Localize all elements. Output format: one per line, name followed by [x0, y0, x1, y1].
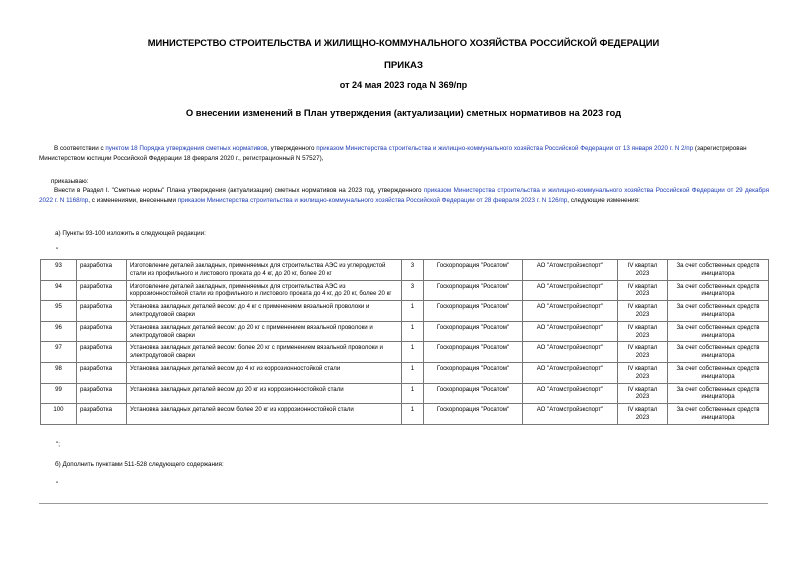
row-funding: За счет собственных средств инициатора [668, 383, 769, 404]
item1-text-3: , следующие изменения: [567, 197, 640, 204]
row-term: IV квартал 2023 [618, 321, 668, 342]
row-name: Установка закладных деталей весом: до 20 кг с применением вязальной проволоки и электродуговой сварки [127, 321, 402, 342]
table-row [41, 383, 769, 404]
row-type: разработка [77, 362, 127, 383]
document-title: О внесении изменений в План утверждения (актуализации) сметных нормативов на 2023 год [185, 107, 622, 118]
row-developer: АО "Атомстройэкспорт" [523, 362, 618, 383]
row-developer: АО "Атомстройэкспорт" [523, 404, 618, 425]
table-row [41, 280, 769, 301]
row-funding: За счет собственных средств инициатора [668, 301, 769, 322]
row-quantity: 1 [402, 362, 424, 383]
row-developer: АО "Атомстройэкспорт" [523, 321, 618, 342]
row-developer: АО "Атомстройэкспорт" [523, 383, 618, 404]
intro-text-3: , утвержденного [267, 145, 317, 152]
item-b: б) Дополнить пунктами 511-528 следующего содержания: [55, 461, 224, 468]
row-customer: Госкорпорация "Росатом" [424, 280, 523, 301]
intro-paragraph [39, 144, 769, 164]
row-quantity: 1 [402, 301, 424, 322]
row-name: Установка закладных деталей весом: до 4 кг с применением вязальной проволоки и электродуговой сварки [127, 301, 402, 322]
row-type: разработка [77, 260, 127, 281]
document-date-number: от 24 мая 2023 года N 369/пр [339, 80, 468, 90]
row-number: 97 [41, 342, 77, 363]
row-funding: За счет собственных средств инициатора [668, 342, 769, 363]
row-term: IV квартал 2023 [618, 362, 668, 383]
plan-table [40, 259, 769, 425]
item-a: а) Пункты 93-100 изложить в следующей редакции: [55, 230, 206, 237]
row-customer: Госкорпорация "Росатом" [424, 301, 523, 322]
row-number: 95 [41, 301, 77, 322]
row-customer: Госкорпорация "Росатом" [424, 362, 523, 383]
intro-text-1: В соответствии с [54, 145, 106, 152]
row-quantity: 3 [402, 260, 424, 281]
order-word: приказываю: [51, 178, 89, 185]
table-row [41, 260, 769, 281]
row-funding: За счет собственных средств инициатора [668, 404, 769, 425]
row-type: разработка [77, 321, 127, 342]
table-row [41, 404, 769, 425]
row-number: 100 [41, 404, 77, 425]
table-row [41, 321, 769, 342]
quote-close: "; [56, 441, 60, 448]
row-term: IV квартал 2023 [618, 383, 668, 404]
link-order-2022[interactable]: приказом Министерства строительства и жилищно-коммунального хозяйства Российской Федерации от 29 декабря 2022 г. N 1168/пр [39, 187, 770, 204]
link-paragraph-18[interactable]: пунктом 18 [105, 145, 138, 152]
row-number: 94 [41, 280, 77, 301]
row-quantity: 1 [402, 383, 424, 404]
row-funding: За счет собственных средств инициатора [668, 362, 769, 383]
row-name: Установка закладных деталей весом до 4 кг из коррозионностойкой стали [127, 362, 402, 383]
row-name: Установка закладных деталей весом до 20 кг из коррозионностойкой стали [127, 383, 402, 404]
row-type: разработка [77, 342, 127, 363]
row-term: IV квартал 2023 [618, 342, 668, 363]
row-term: IV квартал 2023 [618, 404, 668, 425]
row-developer: АО "Атомстройэкспорт" [523, 280, 618, 301]
ministry-heading: МИНИСТЕРСТВО СТРОИТЕЛЬСТВА И ЖИЛИЩНО-КОММУНАЛЬНОГО ХОЗЯЙСТВА РОССИЙСКОЙ ФЕДЕРАЦИИ [147, 37, 660, 48]
link-procedure[interactable]: Порядка утверждения сметных нормативов [139, 145, 268, 152]
row-developer: АО "Атомстройэкспорт" [523, 260, 618, 281]
row-type: разработка [77, 301, 127, 322]
row-quantity: 1 [402, 404, 424, 425]
table-row [41, 342, 769, 363]
quote-open: " [56, 247, 59, 254]
row-type: разработка [77, 280, 127, 301]
row-name: Изготовление деталей закладных, применяемых для строительства АЭС из углеродистой стали из профильного и листового проката до 4 кг, до 20 кг, более 20 кг [127, 260, 402, 281]
row-funding: За счет собственных средств инициатора [668, 280, 769, 301]
row-number: 93 [41, 260, 77, 281]
table-row [41, 362, 769, 383]
row-name: Изготовление деталей закладных, применяемых для строительства АЭС из коррозионностойкой стали из профильного и листового проката до 4 кг, до 20 кг, более 20 кг [127, 280, 402, 301]
row-term: IV квартал 2023 [618, 280, 668, 301]
row-quantity: 1 [402, 342, 424, 363]
row-customer: Госкорпорация "Росатом" [424, 383, 523, 404]
row-customer: Госкорпорация "Росатом" [424, 404, 523, 425]
intro-text-4: (зарегистрирован Министерством юстиции Российской Федерации 18 февраля 2020 г., регистрационный N 57527), [39, 145, 747, 162]
row-quantity: 3 [402, 280, 424, 301]
row-type: разработка [77, 404, 127, 425]
row-number: 98 [41, 362, 77, 383]
row-customer: Госкорпорация "Росатом" [424, 321, 523, 342]
link-order-2020[interactable]: приказом Министерства строительства и жилищно-коммунального хозяйства Российской Федерации от 13 января 2020 г. N 2/пр [316, 145, 694, 152]
item1-text-1: Внести в Раздел I. "Сметные нормы" Плана утверждения (актуализации) сметных нормативов на 2023 год, утвержденного [54, 187, 424, 194]
row-customer: Госкорпорация "Росатом" [424, 342, 523, 363]
row-name: Установка закладных деталей весом: более 20 кг с применением вязальной проволоки и электродуговой сварки [127, 342, 402, 363]
row-number: 96 [41, 321, 77, 342]
row-developer: АО "Атомстройэкспорт" [523, 301, 618, 322]
link-order-2023[interactable]: приказом Министерства строительства и жилищно-коммунального хозяйства Российской Федерации от 28 февраля 2023 г. N 126/пр [177, 197, 568, 204]
item-1-paragraph [39, 186, 769, 206]
row-name: Установка закладных деталей весом более 20 кг из коррозионностойкой стали [127, 404, 402, 425]
table-row [41, 301, 769, 322]
row-funding: За счет собственных средств инициатора [668, 260, 769, 281]
row-developer: АО "Атомстройэкспорт" [523, 342, 618, 363]
row-quantity: 1 [402, 321, 424, 342]
item1-text-2: , с изменениями, внесенными [88, 197, 178, 204]
row-funding: За счет собственных средств инициатора [668, 321, 769, 342]
row-number: 99 [41, 383, 77, 404]
row-customer: Госкорпорация "Росатом" [424, 260, 523, 281]
page-divider [39, 503, 768, 504]
row-term: IV квартал 2023 [618, 301, 668, 322]
document-type: ПРИКАЗ [384, 60, 423, 71]
quote-open-2: " [56, 481, 59, 488]
row-term: IV квартал 2023 [618, 260, 668, 281]
row-type: разработка [77, 383, 127, 404]
